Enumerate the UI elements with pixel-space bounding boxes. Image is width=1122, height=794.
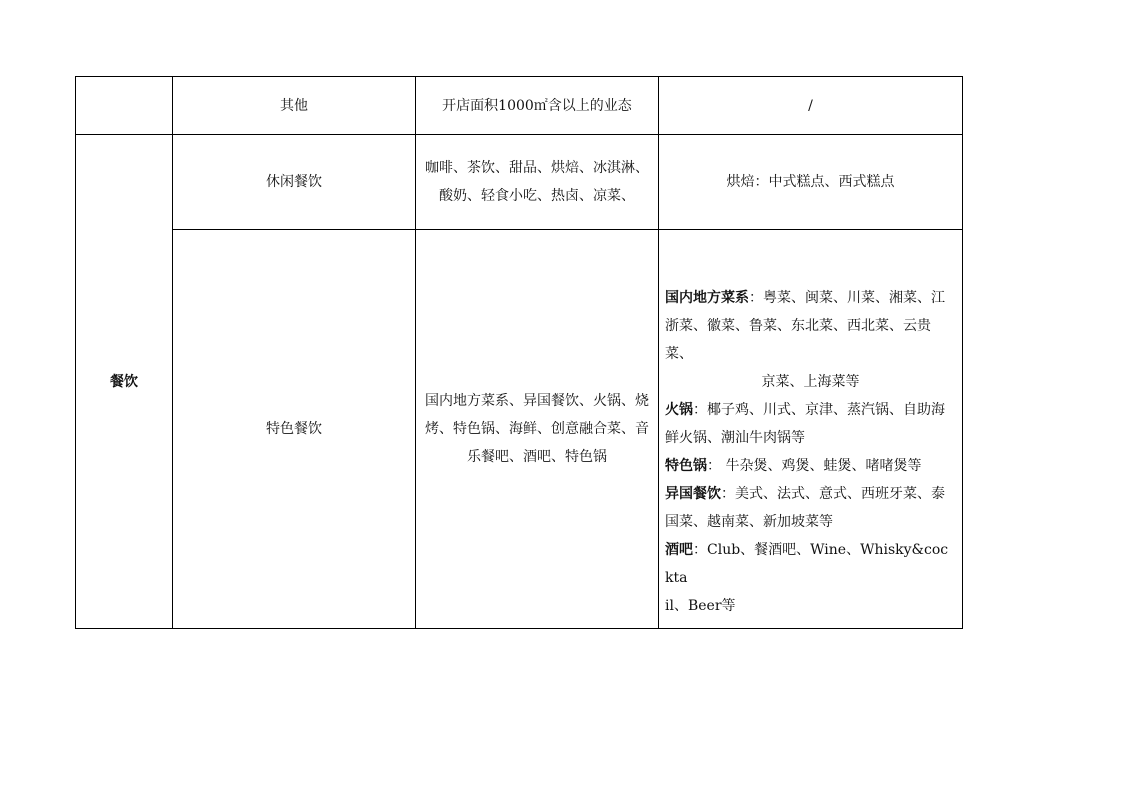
text-bar-a: ：Club、餐酒吧、Wine、Whisky&cockta: [665, 542, 949, 586]
detail-regional-line2: 浙菜、徽菜、鲁菜、东北菜、西北菜、云贵菜、: [665, 318, 931, 362]
detail-hotpot-line2: 鲜火锅、潮汕牛肉锅等: [665, 430, 805, 446]
table-row: [76, 77, 963, 135]
cell-desc-specialty-dining: [416, 230, 659, 629]
text-regional-a: ：粤菜、闽菜、川菜、湘菜、江: [749, 290, 945, 306]
detail-foreign-line1: [665, 480, 956, 508]
desc-line: 乐餐吧、酒吧、特色锅: [467, 449, 607, 465]
cell-detail-other: /: [659, 77, 963, 135]
detail-specialpot-line: [665, 452, 956, 480]
desc-line: 烤、特色锅、海鲜、创意融合菜、音: [425, 421, 649, 437]
detail-hotpot-line1: [665, 396, 956, 424]
desc-line: 国内地方菜系、异国餐饮、火锅、烧: [425, 393, 649, 409]
desc-line: 咖啡、茶饮、甜品、烘焙、冰淇淋、: [425, 160, 649, 176]
label-bar: 酒吧: [665, 542, 693, 558]
detail-regional-line3: 京菜、上海菜等: [761, 374, 860, 390]
table-row: [76, 135, 963, 230]
text-hotpot-a: ：椰子鸡、川式、京津、蒸汽锅、自助海: [693, 402, 945, 418]
label-regional-cuisine: 国内地方菜系: [665, 290, 749, 306]
detail-bar-line1: [665, 536, 956, 592]
desc-line: 酸奶、轻食小吃、热卤、凉菜、: [439, 188, 635, 204]
label-foreign-dining: 异国餐饮: [665, 486, 721, 502]
business-category-table: [75, 76, 963, 629]
cell-detail-casual-dining: 烘焙：中式糕点、西式糕点: [659, 135, 963, 230]
detail-bar-line2: il、Beer等: [665, 598, 736, 614]
detail-list: [665, 230, 956, 620]
detail-regional-line1: [665, 284, 956, 312]
text-specialpot: ： 牛杂煲、鸡煲、蛙煲、啫啫煲等: [707, 458, 922, 474]
cell-desc-casual-dining: [416, 135, 659, 230]
text-foreign-a: ：美式、法式、意式、西班牙菜、泰: [721, 486, 945, 502]
cell-category-empty: [76, 77, 173, 135]
cell-type-other: 其他: [173, 77, 416, 135]
table-row: [76, 230, 963, 629]
cell-type-specialty-dining: 特色餐饮: [173, 230, 416, 629]
cell-detail-specialty-dining: [659, 230, 963, 629]
detail-foreign-line2: 国菜、越南菜、新加坡菜等: [665, 514, 833, 530]
label-special-pot: 特色锅: [665, 458, 707, 474]
cell-desc-other: 开店面积1000㎡含以上的业态: [416, 77, 659, 135]
label-hotpot: 火锅: [665, 402, 693, 418]
cell-category-dining: 餐饮: [76, 135, 173, 629]
cell-type-casual-dining: 休闲餐饮: [173, 135, 416, 230]
